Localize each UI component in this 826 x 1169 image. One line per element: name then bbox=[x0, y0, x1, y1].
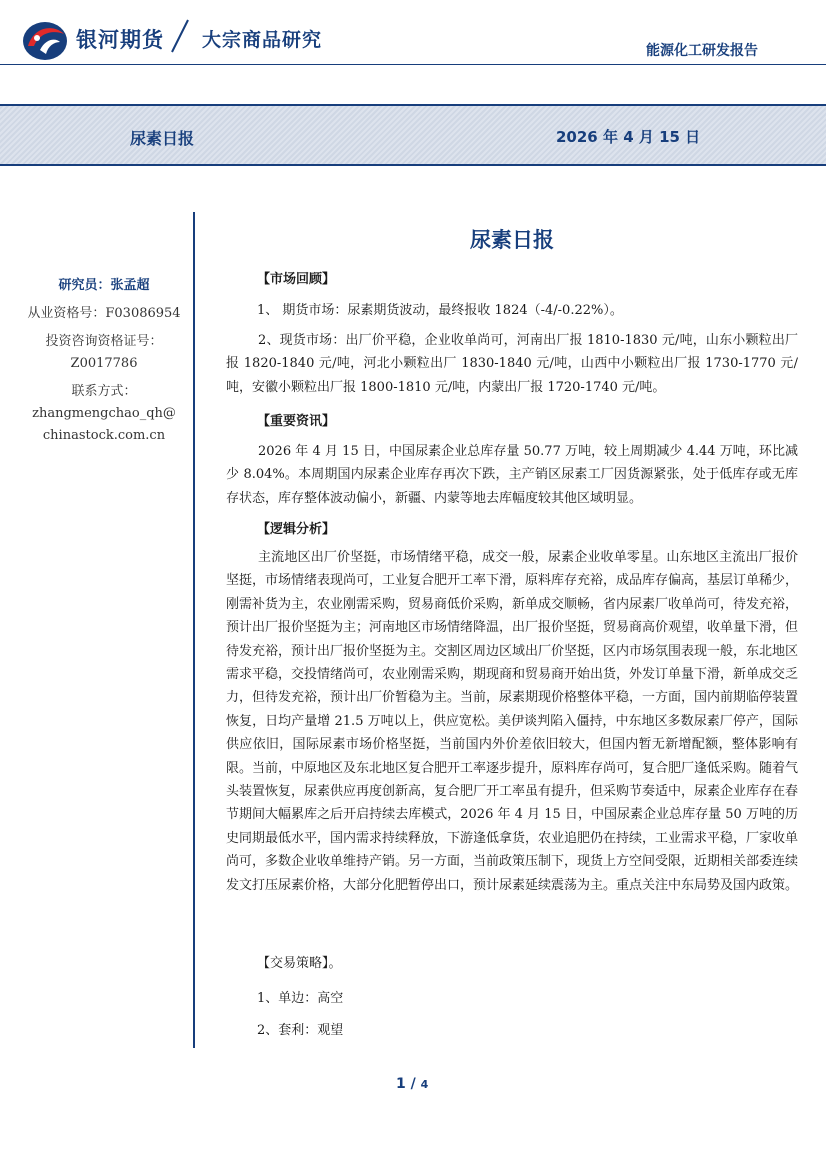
logic-text: 主流地区出厂价坚挺，市场情绪平稳，成交一般，尿素企业收单零星。山东地区主流出厂报价坚挺，市场情绪表现尚可，工业复合肥开工率下滑，原料库存充裕，成品库存偏高，基层订单稀少，刚需补货为主，农业刚需采购，贸易商低价采购，新单成交顺畅，省内尿素厂收单尚可，待发充裕，预计出厂报价坚挺为主；河南地区市场情绪降温，出厂报价坚挺，贸易商高价观望，收单量下滑，但待发充裕，预计出厂报价坚挺为主。交割区周边区域出厂价坚挺，区内市场氛围表现一般，东北地区需求平稳，交投情绪尚可，农业刚需采购，期现商和贸易商开始出货，外发订单量下滑，新单成交乏力，但待发充裕，预计出厂价暂稳为主。当前，尿素期现价格整体平稳，一方面，国内前期临停装置恢复，日均产量增 21.5 万吨以上，供应宽松。美伊谈判陷入僵持，中东地区多数尿素厂停产，国际供应依旧，国际尿素市场价格坚挺，当前国内外价差依旧较大，但国内暂无新增配额，整体影响有限。当前，中原地区及东北地区复合肥开工率逐步提升，原料库存尚可，复合肥厂逢低采购。随着气头装置恢复，尿素供应再度创新高，复合肥厂开工率虽有提升，但采购节奏适中，尿素企业库存在春节期间大幅累库之后开启持续去库模式，2026 年 4 月 15 日，中国尿素企业总库存量 50 万吨的历史同期最低水平，国内需求持续释放，下游逢低拿货，农业追肥仍在持续，工业需求平稳，厂家收单尚可，多数企业收单维持产销。另一方面，当前政策压制下，现货上方空间受限，近期相关部委连续发文打压尿素价格，大部分化肥暂停出口，预计尿素延续震荡为主。重点关注中东局势及国内政策。 bbox=[226, 550, 799, 893]
report-date: 2026 年 4 月 15 日 bbox=[556, 128, 701, 146]
sidebar-divider bbox=[193, 212, 195, 1048]
consult-number: Z0017786 bbox=[70, 356, 138, 371]
banner-title: 尿素日报 bbox=[130, 129, 195, 148]
qualification-number: 从业资格号：F03086954 bbox=[27, 306, 181, 321]
strategy-single: 1、单边：高空 bbox=[257, 991, 344, 1006]
researcher-name: 研究员：张孟超 bbox=[58, 278, 150, 293]
banner-bottom-border bbox=[0, 164, 826, 166]
division-name: 大宗商品研究 bbox=[202, 29, 323, 51]
strategy-arbitrage: 2、套利：观望 bbox=[257, 1023, 344, 1038]
section-news: 【重要资讯】 bbox=[257, 414, 336, 429]
banner-top-border bbox=[0, 104, 826, 106]
contact-email-line1[interactable]: zhangmengchao_qh@ bbox=[32, 406, 176, 421]
header-divider bbox=[0, 64, 826, 65]
consult-label: 投资咨询资格证号： bbox=[45, 334, 163, 349]
news-text: 2026 年 4 月 15 日，中国尿素企业总库存量 50.77 万吨，较上周期减少 4.44 万吨，环比减少 8.04%。本周期国内尿素企业库存再次下跌，主产销区尿素工厂因货源紧张，处于低库存或无库存状态，库存整体波动偏小，新疆、内蒙等地去库幅度较其他区域明显。 bbox=[226, 444, 798, 506]
section-logic: 【逻辑分析】 bbox=[257, 522, 336, 537]
contact-label: 联系方式： bbox=[71, 384, 137, 399]
contact-email-line2[interactable]: chinastock.com.cn bbox=[42, 428, 166, 443]
report-type: 能源化工研发报告 bbox=[646, 43, 758, 59]
brand-name: 银河期货 bbox=[76, 28, 164, 52]
yinhe-logo-icon bbox=[20, 20, 70, 62]
page-total: 4 bbox=[420, 1078, 429, 1091]
document-title: 尿素日报 bbox=[470, 228, 554, 252]
page-number bbox=[396, 1076, 428, 1092]
author-sidebar bbox=[20, 275, 188, 447]
futures-market: 1、 期货市场：尿素期货波动，最终报收 1824（-4/-0.22%）。 bbox=[257, 303, 623, 318]
spot-market: 2、现货市场：出厂价平稳，企业收单尚可，河南出厂报 1810-1830 元/吨，山东小颗粒出厂报 1820-1840 元/吨，河北小颗粒出厂 1830-1840 元/吨，山西中小颗粒出厂报 1730-1770 元/吨，安徽小颗粒出厂报 1800-1810 元/吨，内蒙出厂报 1720-1740 元/吨。 bbox=[226, 333, 798, 395]
divider-slash bbox=[168, 18, 192, 54]
section-strategy: 【交易策略】。 bbox=[257, 956, 342, 971]
page-header bbox=[0, 0, 826, 80]
page-current: 1 bbox=[396, 1076, 406, 1092]
section-market-review: 【市场回顾】 bbox=[257, 272, 336, 287]
title-banner bbox=[0, 104, 826, 166]
page-separator: / bbox=[405, 1076, 421, 1092]
